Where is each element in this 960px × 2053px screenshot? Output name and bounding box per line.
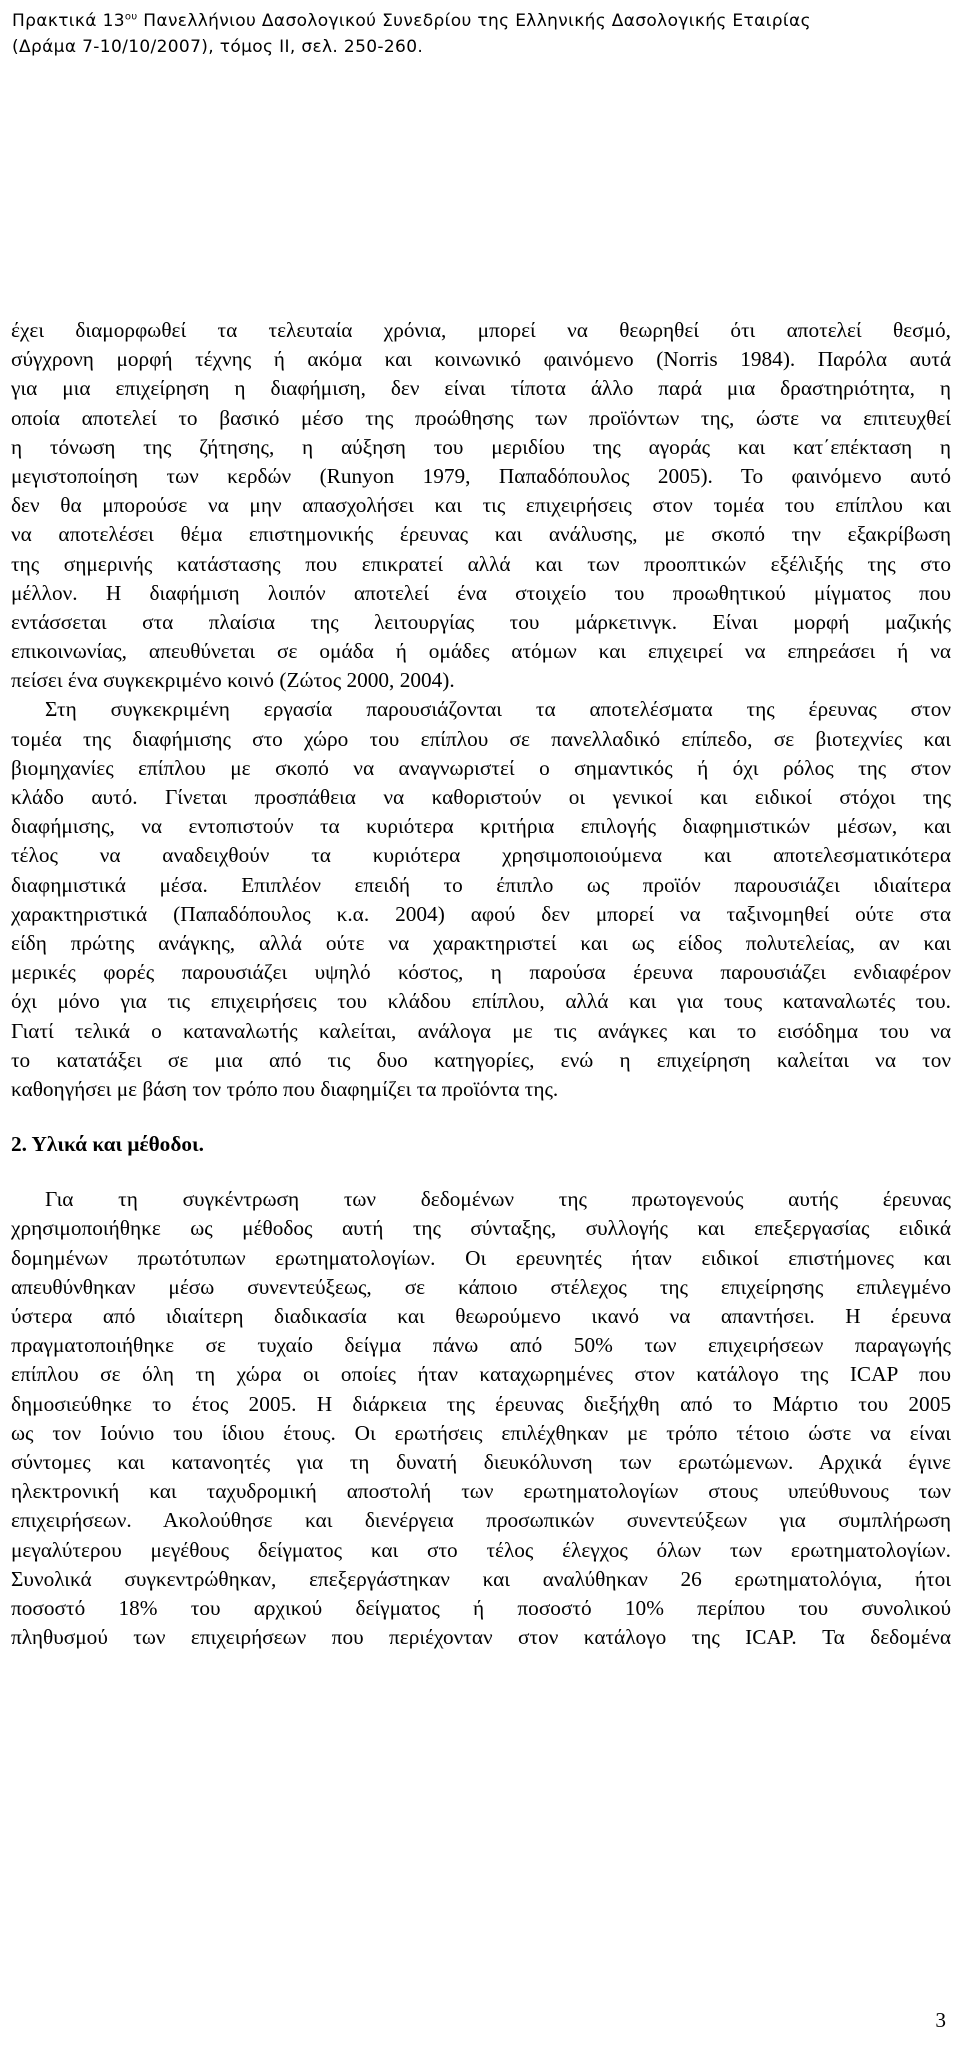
text-line: διαφημιστικά μέσα. Επιπλέον επειδή το έπιπλο ως προϊόν παρουσιάζει ιδιαίτερα [11, 872, 951, 897]
text-line: η τόνωση της ζήτησης, η αύξηση του μεριδίου της αγοράς και κατ΄επέκταση η [11, 434, 951, 459]
text-line: καθοηγήσει με βάση τον τρόπο που διαφημίζει τα προϊόντα της. [11, 1076, 559, 1101]
text-line: επίπλου σε όλη τη χώρα οι οποίες ήταν καταχωρημένες στον κατάλογο της ICAP που [11, 1362, 951, 1387]
text-line: μεγαλύτερου μεγέθους δείγματος και στο τέλος έλεγχος όλων των ερωτηματολογίων. [11, 1537, 951, 1562]
text-line: επικοινωνίας, απευθύνεται σε ομάδα ή ομάδες ατόμων και επιχειρεί να επηρεάσει ή να [11, 639, 951, 664]
text-line: σύγχρονη μορφή τέχνης ή ακόμα και κοινωνικό φαινόμενο (Norris 1984). Παρόλα αυτά [11, 347, 951, 372]
text-line: Συνολικά συγκεντρώθηκαν, επεξεργάστηκαν και αναλύθηκαν 26 ερωτηματολόγια, ήτοι [11, 1566, 951, 1591]
text-line: να αποτελέσει θέμα επιστημονικής έρευνας και ανάλυσης, με σκοπό την εξακρίβωση [11, 522, 951, 547]
text-line: χρησιμοποιήθηκε ως μέθοδος αυτή της σύνταξης, συλλογής και επεξεργασίας ειδικά [11, 1216, 951, 1241]
paragraph-2 [11, 695, 951, 1104]
text-line: δεν θα μπορούσε να μην απασχολήσει και τις επιχειρήσεις στον τομέα του επίπλου και [11, 493, 951, 518]
text-line: βιομηχανίες επίπλου με σκοπό να αναγνωριστεί ο σημαντικός ή όχι ρόλος της στον [11, 755, 951, 780]
section-spacer [11, 1159, 951, 1185]
text-line: Για τη συγκέντρωση των δεδομένων της πρωτογενούς αυτής έρευνας [45, 1187, 951, 1212]
text-line: μεγιστοποίηση των κερδών (Runyon 1979, Παπαδόπουλος 2005). Το φαινόμενο αυτό [11, 463, 951, 488]
text-line: διαφήμισης, να εντοπιστούν τα κυριότερα κριτήρια επιλογής διαφημιστικών μέσων, και [11, 814, 951, 839]
text-line: της σημερινής κατάστασης που επικρατεί αλλά και των προοπτικών εξέλιξής της στο [11, 551, 951, 576]
text-line: έχει διαμορφωθεί τα τελευταία χρόνια, μπορεί να θεωρηθεί ότι αποτελεί θεσμό, [11, 318, 951, 342]
text-line: πληθυσμού των επιχειρήσεων που περιέχονταν στον κατάλογο της ICAP. Τα δεδομένα [11, 1625, 951, 1650]
text-line: τομέα της διαφήμισης στο χώρο του επίπλου σε πανελλαδικό επίπεδο, σε βιοτεχνίες και [11, 726, 951, 751]
text-line: ηλεκτρονική και ταχυδρομική αποστολή των ερωτηματολογίων στους υπεύθυνους των [11, 1479, 951, 1504]
text-line: δημοσιεύθηκε το έτος 2005. Η διάρκεια της έρευνας διεξήχθη από το Μάρτιο του 2005 [11, 1391, 951, 1416]
superscript-ordinal: ου [124, 11, 138, 23]
text-line: δομημένων πρωτότυπων ερωτηματολογίων. Οι ερευνητές ήταν ειδικοί επιστήμονες και [11, 1245, 951, 1270]
text-line: απευθύνθηκαν μέσω συνεντεύξεως, σε κάποιο στέλεχος της επιχείρησης επιλεγμένο [11, 1274, 951, 1299]
text-line: κλάδο αυτό. Γίνεται προσπάθεια να καθοριστούν οι γενικοί και ειδικοί στόχοι της [11, 785, 951, 809]
section-heading: 2. Υλικά και μέθοδοι. [11, 1132, 204, 1157]
page-number: 3 [935, 2008, 946, 2032]
text-line: το κατατάξει σε μια από τις δυο κατηγορίες, ενώ η επιχείρηση καλείται να τον [11, 1047, 951, 1072]
text-line: επιχειρήσεων. Ακολούθησε και διενέργεια προσωπικών συνεντεύξεων για συμπλήρωση [11, 1508, 951, 1533]
paragraph-1 [11, 316, 951, 695]
running-header-line-1: Πρακτικά $13^{o\upsilon}$ Πανελλήνιου Δασολογικού Συνεδρίου της Ελληνικής Δασολογικής Εταιρίας [12, 11, 811, 31]
text-line: μέλλον. Η διαφήμιση λοιπόν αποτελεί ένα στοιχείο του προωθητικού μίγματος που [11, 580, 951, 605]
running-header [12, 8, 948, 60]
running-header-line-2: (Δράμα 7-10/10/2007), τόμος ΙΙ, σελ. 250-260. [12, 37, 424, 57]
text-line: ποσοστό 18% του αρχικού δείγματος ή ποσοστό 10% περίπου του συνολικού [11, 1595, 951, 1620]
paragraph-3 [11, 1185, 951, 1652]
section-spacer [11, 1104, 951, 1130]
text-line: χαρακτηριστικά (Παπαδόπουλος κ.α. 2004) αφού δεν μπορεί να ταξινομηθεί ούτε στα [11, 901, 951, 926]
text-line: οποία αποτελεί το βασικό μέσο της προώθησης των προϊόντων της, ώστε να επιτευχθεί [11, 405, 951, 430]
text-line: είδη πρώτης ανάγκης, αλλά ούτε να χαρακτηριστεί και ως είδος πολυτελείας, αν και [11, 930, 951, 955]
text-line: εντάσσεται στα πλαίσια της λειτουργίας του μάρκετινγκ. Είναι μορφή μαζικής [11, 609, 951, 634]
text-line: σύντομες και κατανοητές για τη δυνατή διευκόλυνση των ερωτώμενων. Αρχικά έγινε [11, 1449, 951, 1474]
text-line: πραγματοποιήθηκε σε τυχαίο δείγμα πάνω από 50% των επιχειρήσεων παραγωγής [11, 1333, 951, 1358]
body-text [11, 316, 951, 1652]
text-line: μερικές φορές παρουσιάζει υψηλό κόστος, η παρούσα έρευνα παρουσιάζει ενδιαφέρον [11, 960, 951, 985]
text-line: ύστερα από ιδιαίτερη διαδικασία και θεωρούμενο ικανό να απαντήσει. Η έρευνα [11, 1304, 951, 1328]
text-line: πείσει ένα συγκεκριμένο κοινό (Ζώτος 2000, 2004). [11, 668, 455, 693]
text-line: για μια επιχείρηση η διαφήμιση, δεν είναι τίποτα άλλο παρά μια δραστηριότητα, η [11, 376, 951, 401]
text-line: ως τον Ιούνιο του ίδιου έτους. Οι ερωτήσεις επιλέχθηκαν με τρόπο τέτοιο ώστε να είναι [11, 1420, 951, 1445]
text-line: όχι μόνο για τις επιχειρήσεις του κλάδου επίπλου, αλλά και για τους καταναλωτές του. [11, 989, 951, 1014]
text-line: τέλος να αναδειχθούν τα κυριότερα χρησιμοποιούμενα και αποτελεσματικότερα [11, 843, 951, 868]
text-line: Στη συγκεκριμένη εργασία παρουσιάζονται τα αποτελέσματα της έρευνας στον [45, 697, 951, 722]
text-line: Γιατί τελικά ο καταναλωτής καλείται, ανάλογα με τις ανάγκες και το εισόδημα του να [11, 1018, 951, 1043]
